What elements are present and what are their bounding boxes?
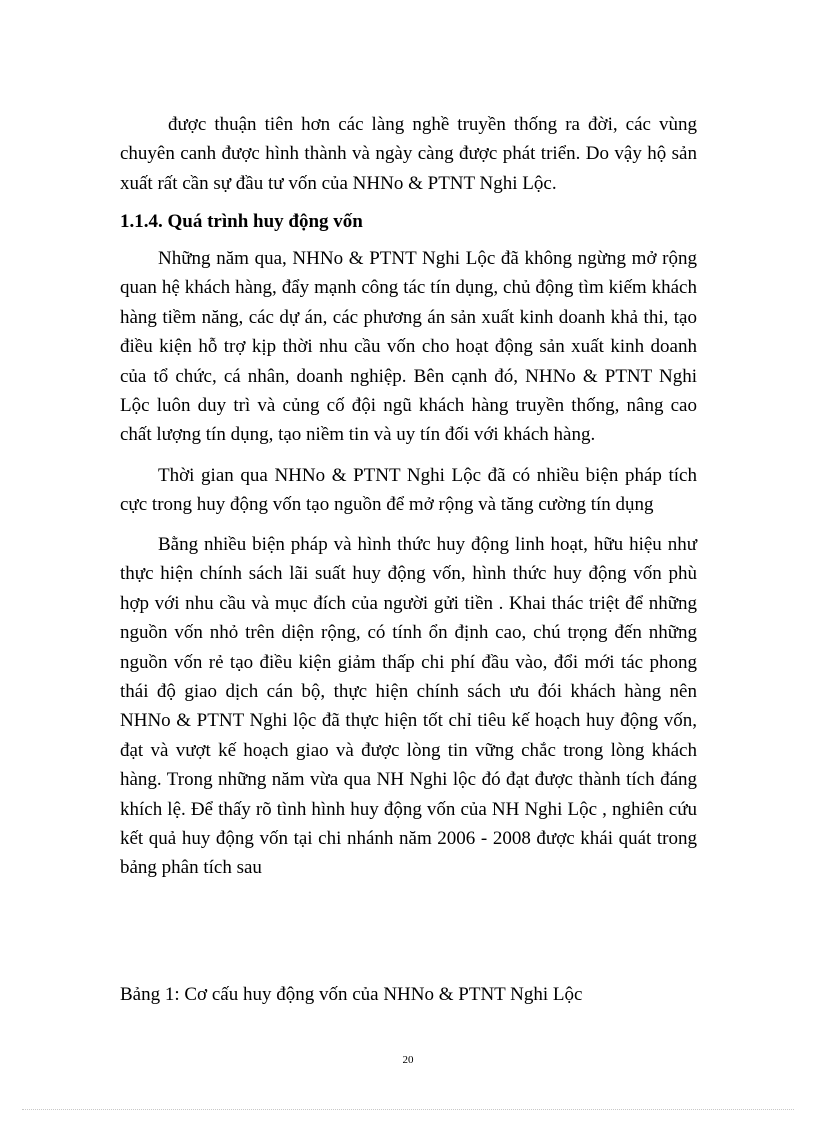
body-paragraph: Bằng nhiều biện pháp và hình thức huy động linh hoạt, hữu hiệu như thực hiện chính sách lãi suất huy động vốn, hình thức huy động vốn phù hợp với nhu cầu và mục đích của người gửi tiền . Khai thác triệt để những nguồn vốn nhỏ trên diện rộng, có tính ổn định cao, chú trọng đến những nguồn vốn rẻ tạo điều kiện giảm thấp chi phí đầu vào, đổi mới tác phong thái độ giao dịch cán bộ, thực hiện chính sách ưu đói khách hàng nên NHNo & PTNT Nghi lộc đã thực hiện tốt chỉ tiêu kế hoạch huy động vốn, đạt và vượt kế hoạch giao và được lòng tin vững chắc trong lòng khách hàng. Trong những năm vừa qua NH Nghi lộc đó đạt được thành tích đáng khích lệ. Để thấy rõ tình hình huy động vốn của NH Nghi Lộc , nghiên cứu kết quả huy động vốn tại chi nhánh năm 2006 - 2008 được khái quát trong bảng phân tích sau [120, 534, 697, 879]
page-border-line [22, 1109, 794, 1110]
continuation-paragraph: được thuận tiên hơn các làng nghề truyền thống ra đời, các vùng chuyên canh được hình thành và ngày càng được phát triển. Do vậy hộ sản xuất rất cần sự đầu tư vốn của NHNo & PTNT Nghi Lộc. [120, 114, 697, 194]
body-paragraph: Những năm qua, NHNo & PTNT Nghi Lộc đã không ngừng mở rộng quan hệ khách hàng, đẩy mạnh công tác tín dụng, chủ động tìm kiếm khách hàng tiềm năng, các dự án, các phương án sản xuất kinh doanh khả thi, tạo điều kiện hỗ trợ kịp thời nhu cầu vốn cho hoạt động sản xuất kinh doanh của tổ chức, cá nhân, doanh nghiệp. Bên cạnh đó, NHNo & PTNT Nghi Lộc luôn duy trì và củng cố đội ngũ khách hàng truyền thống, nâng cao chất lượng tín dụng, tạo niềm tin và uy tín đối với khách hàng. [120, 248, 697, 446]
page-number: 20 [402, 1054, 414, 1066]
section-heading: 1.1.4. Quá trình huy động vốn [120, 211, 363, 232]
body-paragraph: Thời gian qua NHNo & PTNT Nghi Lộc đã có nhiều biện pháp tích cực trong huy động vốn tạo nguồn để mở rộng và tăng cường tín dụng [120, 465, 697, 516]
table-caption: Bảng 1: Cơ cấu huy động vốn của NHNo & PTNT Nghi Lộc [120, 984, 583, 1005]
